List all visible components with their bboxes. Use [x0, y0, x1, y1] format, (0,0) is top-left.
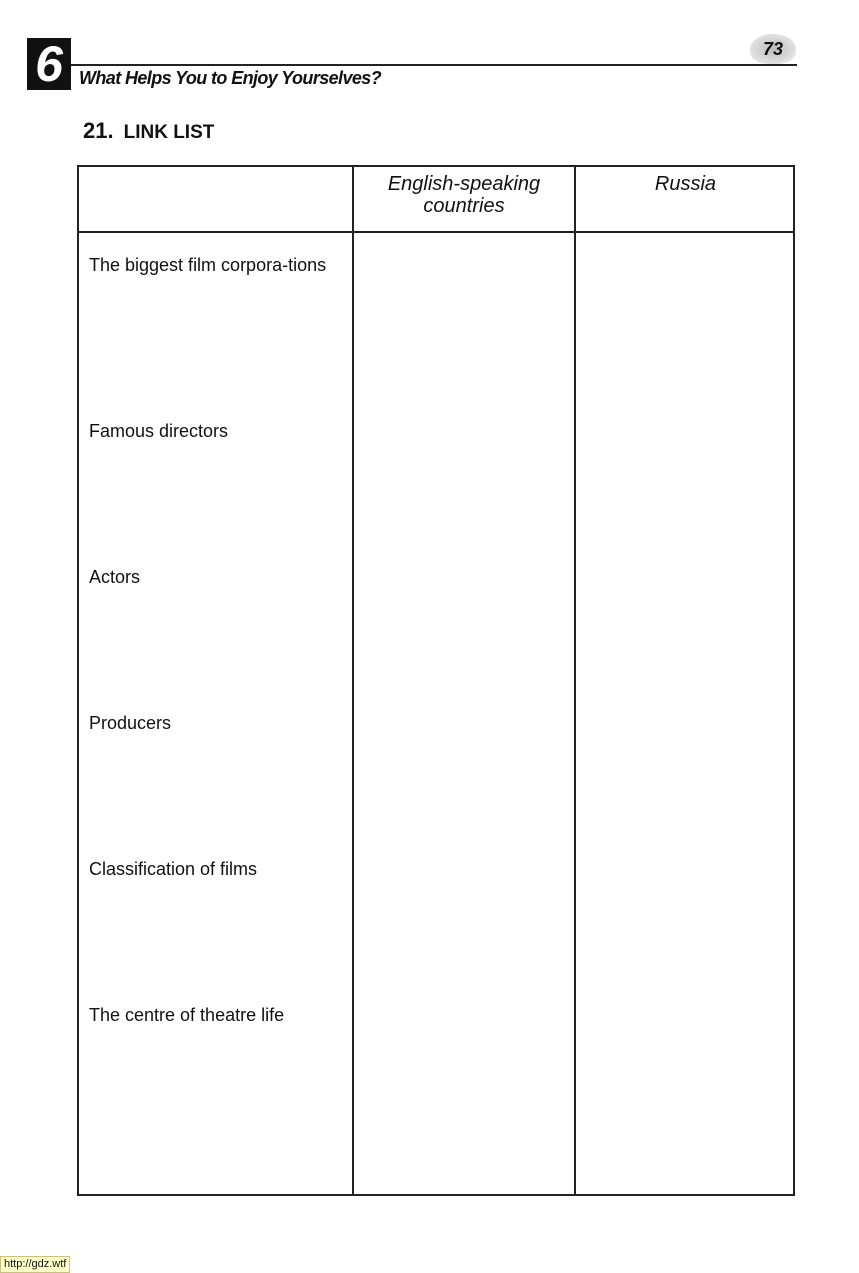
row-label-famous-directors: Famous directors — [89, 421, 229, 441]
column-divider-1 — [352, 167, 354, 1194]
exercise-number: 21. — [83, 118, 114, 143]
link-list-table — [77, 165, 795, 1196]
row-label-centre-of-theatre-life: The centre of theatre life — [89, 1005, 285, 1025]
unit-title: What Helps You to Enjoy Yourselves? — [79, 68, 382, 88]
column-header-english-speaking-countries: English-speaking countries — [387, 173, 541, 217]
exercise-heading — [83, 118, 214, 144]
column-divider-2 — [574, 167, 576, 1194]
row-label-actors: Actors — [89, 567, 141, 587]
unit-number: 6 — [35, 36, 63, 92]
exercise-title: LINK LIST — [123, 122, 215, 143]
row-label-producers: Producers — [89, 713, 172, 733]
unit-number-badge — [27, 38, 71, 90]
row-label-film-corporations: The biggest film corpora-tions — [89, 255, 327, 275]
header-rule — [71, 64, 797, 66]
row-label-classification-of-films: Classification of films — [89, 859, 258, 879]
header-row-divider — [79, 231, 793, 233]
column-header-russia: Russia — [654, 173, 717, 195]
page-number: 73 — [750, 34, 796, 64]
watermark-link[interactable]: http://gdz.wtf — [0, 1256, 70, 1273]
